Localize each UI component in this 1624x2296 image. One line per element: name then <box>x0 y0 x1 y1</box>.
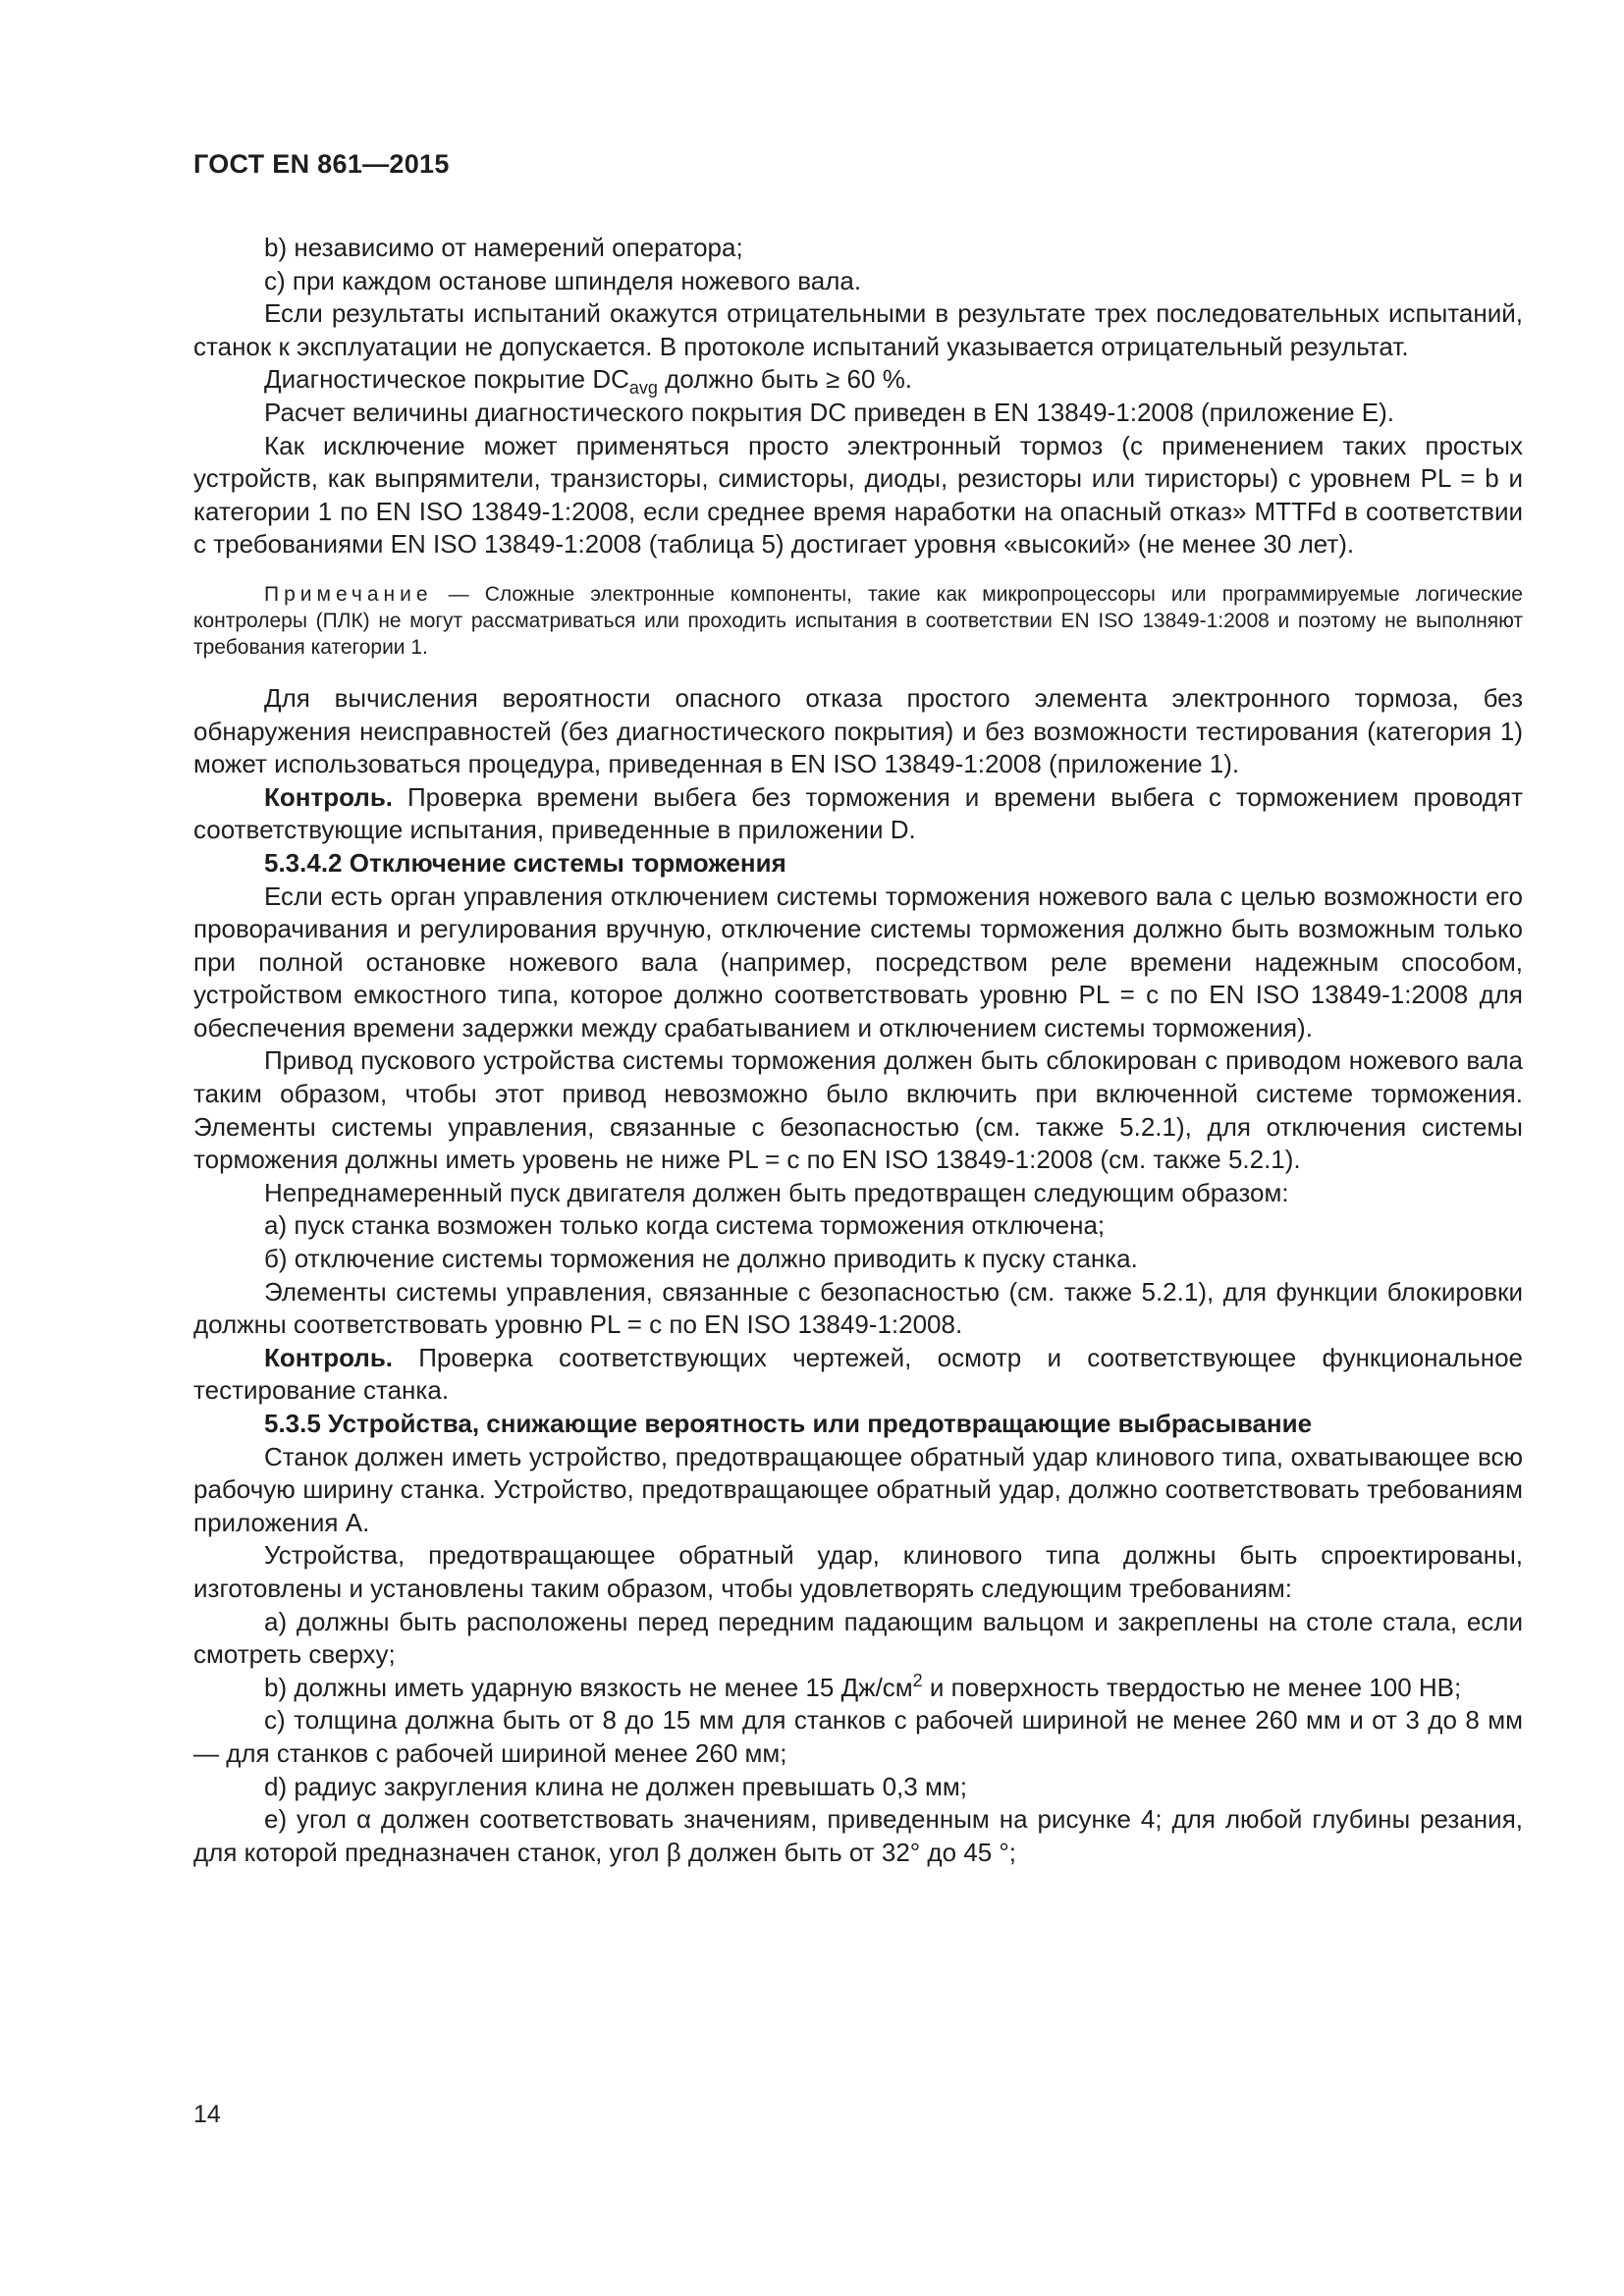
list-item-e: e) угол α должен соответствовать значениям, приведенным на рисунке 4; для любой глубины резания, для которой предназначен станок, угол β должен быть от 32° до 45 °; <box>193 1804 1523 1867</box>
list-item-b: b) должны иметь ударную вязкость не менее 15 $Дж/см^2$ и поверхность твердостью не менее 100 HB; <box>264 1670 1462 1702</box>
superscript: 2 <box>912 1670 923 1690</box>
paragraph: Как исключение может применяться просто электронный тормоз (с применением таких простых устройств, как выпрямители, транзисторы, симисторы, диоды, резисторы или тиристоры) с уровнем PL = b и категории 1 по EN ISO 13849-1:2008, если среднее время наработки на опасный отказ» MTTFd в соответствии с требованиями EN ISO 13849-1:2008 (таблица 5) достигает уровня «высокий» (не менее 30 лет). <box>193 430 1523 560</box>
list-item-b: b) независимо от намерений оператора; <box>264 233 743 262</box>
list-item-b: б) отключение системы торможения не должно приводить к пуску станка. <box>264 1244 1138 1274</box>
paragraph-dc-avg: Диагностическое покрытие $DC_{avg}$ должно быть ≥ 60 %. <box>264 364 913 399</box>
note <box>193 581 1523 661</box>
list-item-d: d) радиус закругления клина не должен превышать 0,3 мм; <box>264 1771 967 1801</box>
note-label: Примечание <box>264 582 433 606</box>
list-item-a: a) пуск станка возможен только когда система торможения отключена; <box>264 1210 1106 1241</box>
control-label: Контроль. <box>264 781 394 812</box>
paragraph: Расчет величины диагностического покрытия DC приведен в EN 13849-1:2008 (приложение E). <box>264 397 1395 427</box>
paragraph: Если результаты испытаний окажутся отрицательными в результате трех последовательных испытаний, станок к эксплуатации не допускается. В протоколе испытаний указывается отрицательный результат. <box>193 298 1523 361</box>
paragraph: Если есть орган управления отключением системы торможения ножевого вала с целью возможности его проворачивания и регулирования вручную, отключение системы торможения должно быть возможным только при полной остановке ножевого вала (например, посредством реле времени надежным способом, устройством емкостного типа, которое должно соответствовать уровню PL = c по EN ISO 13849-1:2008 для обеспечения времени задержки между срабатыванием и отключением системы торможения). <box>193 881 1523 1042</box>
control-paragraph: Контроль. Проверка времени выбега без торможения и времени выбега с торможением проводят соответствующие испытания, приведенные в приложении D. <box>193 781 1523 845</box>
paragraph: Привод пускового устройства системы торможения должен быть сблокирован с приводом ножевого вала таким образом, чтобы этот привод невозможно было включить при включенной системе торможения. Элементы системы управления, связанные с безопасностью (см. также 5.2.1), для отключения системы торможения должны иметь уровень не ниже PL = c по EN ISO 13849-1:2008 (см. также 5.2.1). <box>193 1045 1523 1175</box>
paragraph: Станок должен иметь устройство, предотвращающее обратный удар клинового типа, охватывающее всю рабочую ширину станка. Устройство, предотвращающее обратный удар, должно соответствовать требованиям приложения A. <box>193 1441 1523 1537</box>
document-header <box>193 149 450 180</box>
section-heading-5-3-4-2: 5.3.4.2 Отключение системы торможения <box>264 847 786 878</box>
paragraph: Непреднамеренный пуск двигателя должен быть предотвращен следующим образом: <box>264 1177 1289 1207</box>
page-body <box>193 232 1523 1869</box>
page-number: 14 <box>193 2101 221 2128</box>
note-text: — Сложные электронные компоненты, такие как микропроцессоры или программируемые логические контролеры (ПЛК) не могут рассматриваться или проходить испытания в соответствии EN ISO 13849-1:2008 и поэтому не выполняют требования категории 1. <box>193 582 1523 659</box>
paragraph: Элементы системы управления, связанные с безопасностью (см. также 5.2.1), для функции блокировки должны соответствовать уровню PL = c по EN ISO 13849-1:2008. <box>193 1276 1523 1340</box>
control-paragraph: Контроль. Проверка соответствующих чертежей, осмотр и соответствующее функциональное тестирование станка. <box>193 1342 1523 1406</box>
section-heading-5-3-5: 5.3.5 Устройства, снижающие вероятность или предотвращающие выбрасывание <box>264 1409 1313 1438</box>
paragraph: Для вычисления вероятности опасного отказа простого элемента электронного тормоза, без обнаружения неисправностей (без диагностического покрытия) и без возможности тестирования (категория 1) может использоваться процедура, приведенная в EN ISO 13849-1:2008 (приложение 1). <box>193 682 1523 779</box>
paragraph: Устройства, предотвращающее обратный удар, клинового типа должны быть спроектированы, изготовлены и установлены таким образом, чтобы удовлетворять следующим требованиям: <box>193 1540 1523 1603</box>
standard-designation: ГОСТ EN 861—2015 <box>193 149 450 179</box>
list-item-c: c) при каждом останове шпинделя ножевого вала. <box>264 265 862 295</box>
list-item-c: c) толщина должна быть от 8 до 15 мм для станков с рабочей шириной не менее 260 мм и от 3 до 8 мм — для станков с рабочей шириной менее 260 мм; <box>193 1705 1523 1768</box>
list-item-a: a) должны быть расположены перед передним падающим вальцом и закреплены на столе стала, если смотреть сверху; <box>193 1606 1523 1670</box>
subscript: avg <box>628 378 658 399</box>
control-label: Контроль. <box>264 1342 394 1372</box>
